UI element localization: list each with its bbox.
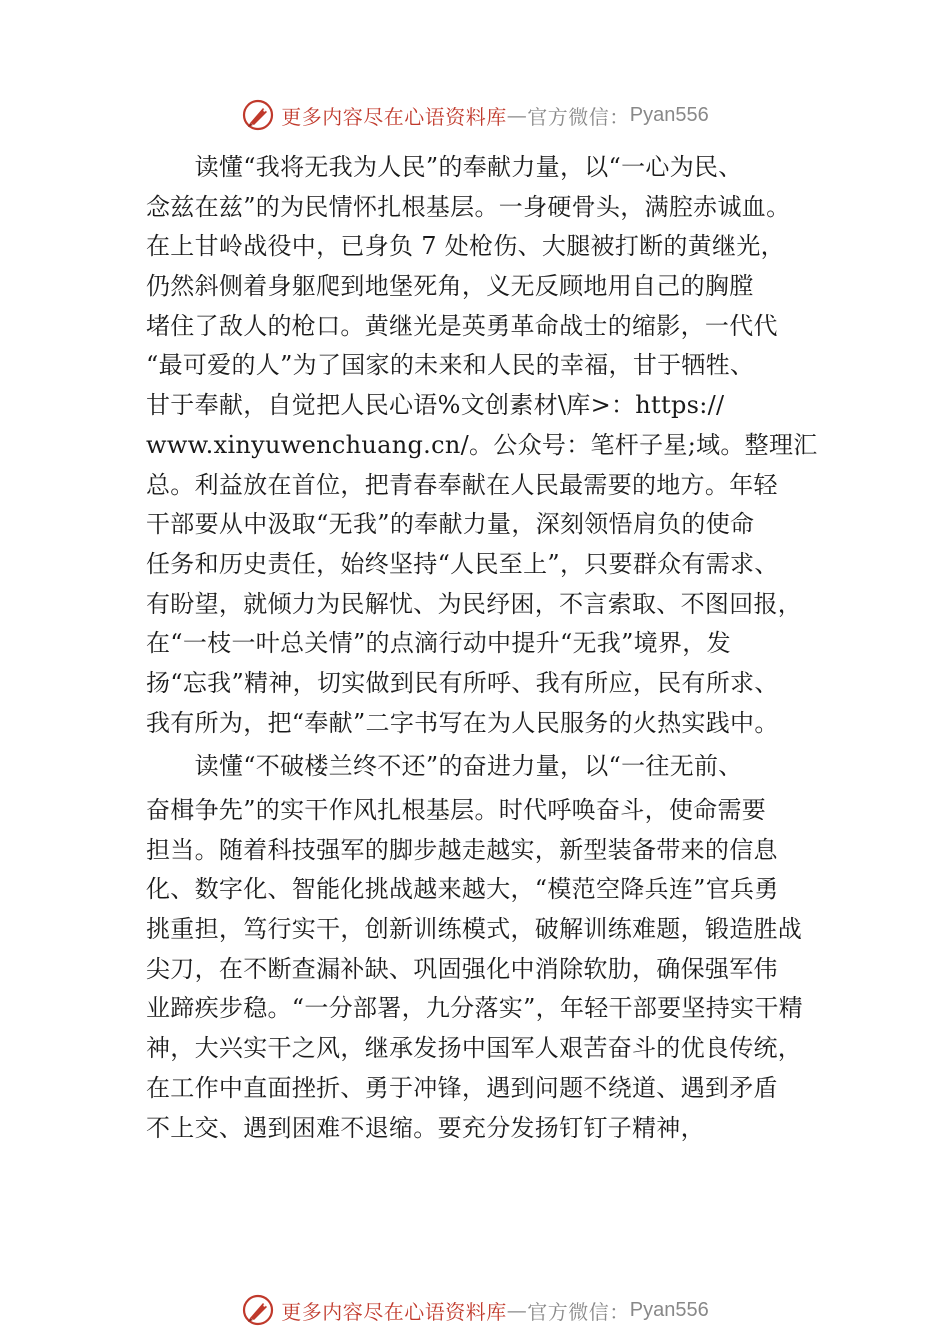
banner-wechat-id: Pyan556: [629, 1298, 709, 1321]
text-line: 总。利益放在首位，把青春奉献在人民最需要的地方。年轻: [146, 470, 778, 499]
text-line: 化、数字化、智能化挑战越来越大，“模范空降兵连”官兵勇: [146, 875, 779, 904]
text-line: 担当。随着科技强军的脚步越走越实，新型装备带来的信息: [146, 835, 778, 864]
text-line: 在上甘岭战役中，已身负 7 处枪伤、大腿被打断的黄继光，: [146, 232, 785, 261]
banner-dash: —: [506, 1298, 528, 1322]
text-line: 有盼望，就倾力为民解忧、为民纾困，不言索取、不图回报，: [146, 589, 803, 618]
text-line: 我有所为，把“奉献”二字书写在为人民服务的火热实践中。: [146, 708, 779, 737]
banner-text-gray: 官方微信：: [527, 1299, 630, 1324]
footer-watermark-banner: [0, 1290, 950, 1330]
text-line: 神，大兴实干之风，继承发扬中国军人艰苦奋斗的优良传统，: [146, 1034, 803, 1063]
text-line: 奋楫争先”的实干作风扎根基层。时代呼唤奋斗，使命需要: [146, 796, 767, 824]
text-line: 堵住了敌人的枪口。黄继光是英勇革命战士的缩影，一代代: [146, 311, 778, 340]
text-line: 甘于奉献，自觉把人民心语%文创素材\库>：https://: [146, 391, 725, 420]
banner-text-red: 更多内容尽在心语资料库: [281, 1299, 507, 1324]
banner-text-gray: 官方微信：: [527, 104, 630, 129]
text-line: 念兹在兹”的为民情怀扎根基层。一身硬骨头，满腔赤诚血。: [146, 192, 791, 221]
text-line: 仍然斜侧着身躯爬到地堡死角，义无反顾地用自己的胸膛: [146, 272, 754, 301]
text-line: 扬“忘我”精神，切实做到民有所呼、我有所应，民有所求、: [146, 668, 779, 697]
banner-wechat-id: Pyan556: [629, 103, 709, 126]
text-line: 任务和历史责任，始终坚持“人民至上”，只要群众有需求、: [146, 549, 779, 578]
text-line: 干部要从中汲取“无我”的奉献力量，深刻领悟肩负的使命: [146, 510, 755, 539]
header-watermark-banner: [0, 95, 950, 135]
text-line: “最可爱的人”为了国家的未来和人民的幸福，甘于牺牲、: [146, 351, 755, 380]
pen-nib-logo-icon: [241, 1293, 275, 1327]
text-line: 不上交、遇到困难不退缩。要充分发扬钉钉子精神，: [146, 1113, 705, 1142]
pen-nib-logo-icon: [241, 98, 275, 132]
text-line: www.xinyuwenchuang.cn/。公众号：笔杆子星;域。整理汇: [146, 430, 818, 459]
text-line: 业蹄疾步稳。“一分部署，九分落实”，年轻干部要坚持实干精: [146, 994, 803, 1023]
text-line: 在“一枝一叶总关情”的点滴行动中提升“无我”境界，发: [146, 629, 731, 658]
text-line: 读懂“不破楼兰终不还”的奋进力量，以“一往无前、: [146, 752, 743, 781]
text-line: 尖刀，在不断查漏补缺、巩固强化中消除软肋，确保强军伟: [146, 954, 778, 983]
banner-text-red: 更多内容尽在心语资料库: [281, 104, 507, 129]
text-line: 挑重担，笃行实干，创新训练模式，破解训练难题，锻造胜战: [146, 915, 803, 944]
document-body: [146, 148, 826, 1148]
text-line: 在工作中直面挫折、勇于冲锋，遇到问题不绕道、遇到矛盾: [146, 1073, 778, 1102]
text-line: 读懂“我将无我为人民”的奉献力量，以“一心为民、: [146, 153, 743, 181]
banner-dash: —: [506, 103, 528, 127]
